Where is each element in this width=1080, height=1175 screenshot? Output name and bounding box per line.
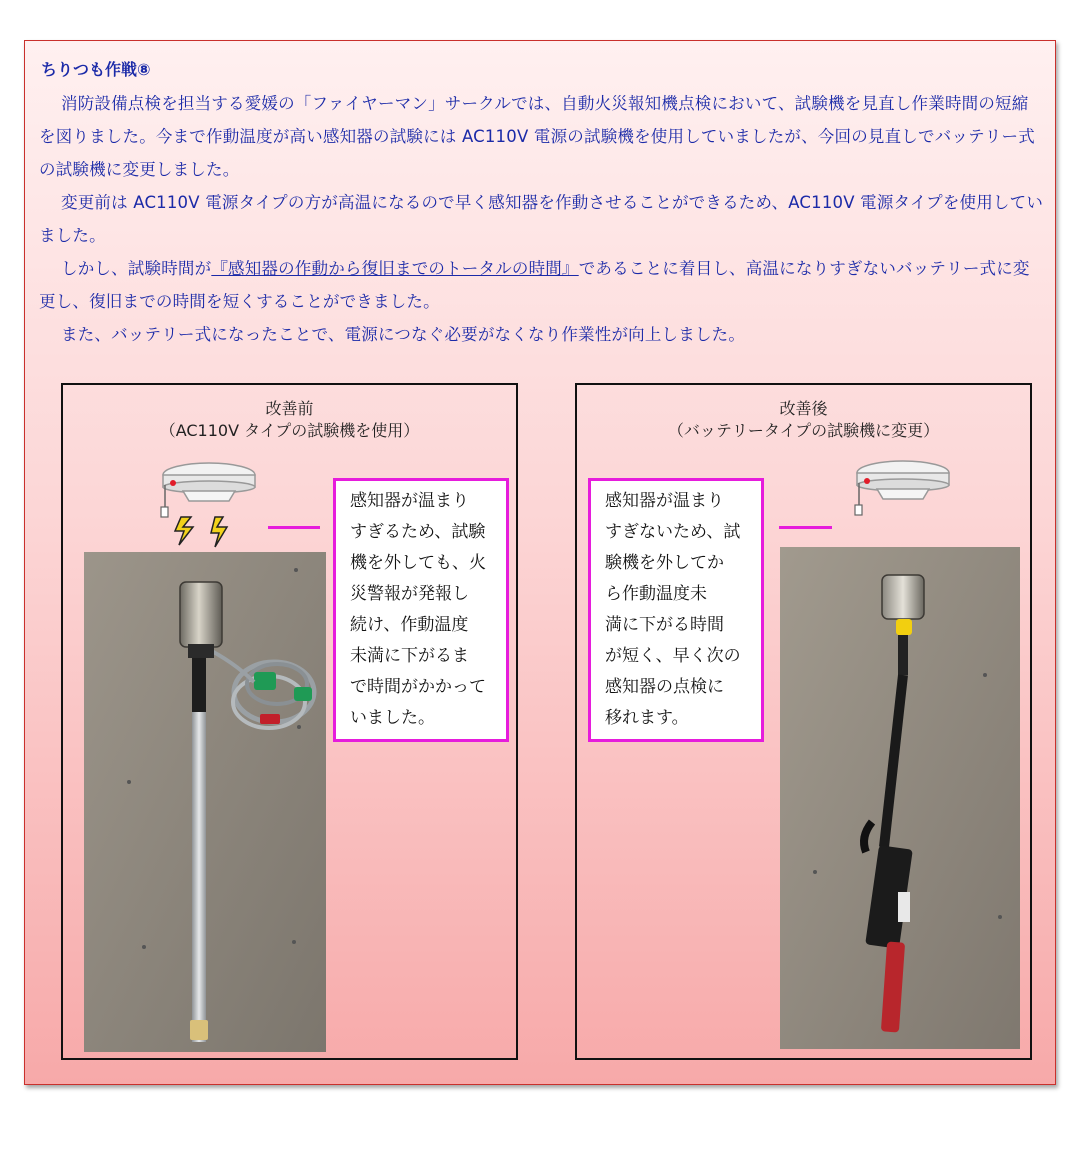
callout-line: 続け、作動温度 bbox=[350, 615, 469, 635]
callout-line: 験機を外してか bbox=[605, 553, 724, 573]
callout-line: すぎるため、試験 bbox=[350, 522, 486, 542]
paragraph-3-start: しかし、試験時間が bbox=[61, 259, 212, 278]
callout-line: 移れます。 bbox=[605, 708, 689, 728]
before-panel bbox=[61, 383, 518, 1060]
before-heading: 改善前 bbox=[265, 399, 314, 418]
before-tester-photo bbox=[84, 552, 326, 1052]
callout-line: で時間がかかって bbox=[350, 677, 486, 697]
article-title: ちりつも作戦⑧ bbox=[41, 60, 151, 79]
callout-line: 災警報が発報し bbox=[350, 584, 469, 604]
callout-line: いました。 bbox=[350, 708, 435, 728]
article-card bbox=[24, 40, 1056, 1085]
heat-detector-icon bbox=[853, 453, 953, 523]
callout-line: 感知器が温まり bbox=[605, 491, 724, 511]
paragraph-1: 消防設備点検を担当する愛媛の「ファイヤーマン」サークルでは、自動火災報知機点検において、試験機を見直し作業時間の短縮を図りました。今まで作動温度が高い感知器の試験には AC110V 電源の試験機を使用していましたが、今回の見直しでバッテリー式の試験機に変更しました。 bbox=[39, 94, 1035, 179]
spark-icon bbox=[211, 517, 227, 547]
heat-detector-icon bbox=[159, 455, 259, 555]
callout-line: 感知器が温まり bbox=[350, 491, 469, 511]
after-heading: 改善後 bbox=[779, 399, 828, 418]
after-panel bbox=[575, 383, 1032, 1060]
spark-icon bbox=[175, 517, 193, 545]
after-subheading: （バッテリータイプの試験機に変更） bbox=[667, 421, 940, 440]
after-callout bbox=[588, 478, 764, 742]
callout-line: 機を外しても、火 bbox=[350, 553, 486, 573]
before-subheading: （AC110V タイプの試験機を使用） bbox=[159, 421, 420, 440]
callout-line: 満に下がる時間 bbox=[605, 615, 724, 635]
paragraph-2: 変更前は AC110V 電源タイプの方が高温になるので早く感知器を作動させることができるため、AC110V 電源タイプを使用していました。 bbox=[39, 193, 1044, 245]
callout-line: 感知器の点検に bbox=[605, 677, 724, 697]
paragraph-3 bbox=[39, 252, 1044, 318]
callout-line: すぎないため、試 bbox=[605, 522, 741, 542]
before-callout bbox=[333, 478, 509, 742]
callout-line: が短く、早く次の bbox=[605, 646, 741, 666]
callout-leader-line bbox=[268, 526, 320, 529]
after-tester-photo bbox=[780, 547, 1020, 1049]
callout-leader-line bbox=[779, 526, 832, 529]
callout-line: 未満に下がるま bbox=[350, 646, 469, 666]
paragraph-4: また、バッテリー式になったことで、電源につなぐ必要がなくなり作業性が向上しました。 bbox=[61, 325, 746, 344]
paragraph-3-emphasis: 『感知器の作動から復旧までのトータルの時間』 bbox=[211, 259, 579, 278]
callout-line: ら作動温度未 bbox=[605, 584, 707, 604]
paragraph-3-end: であることに着目し、高温になりすぎないバッテリー式に変更し、復旧までの時間を短くすることができました。 bbox=[39, 259, 1030, 311]
